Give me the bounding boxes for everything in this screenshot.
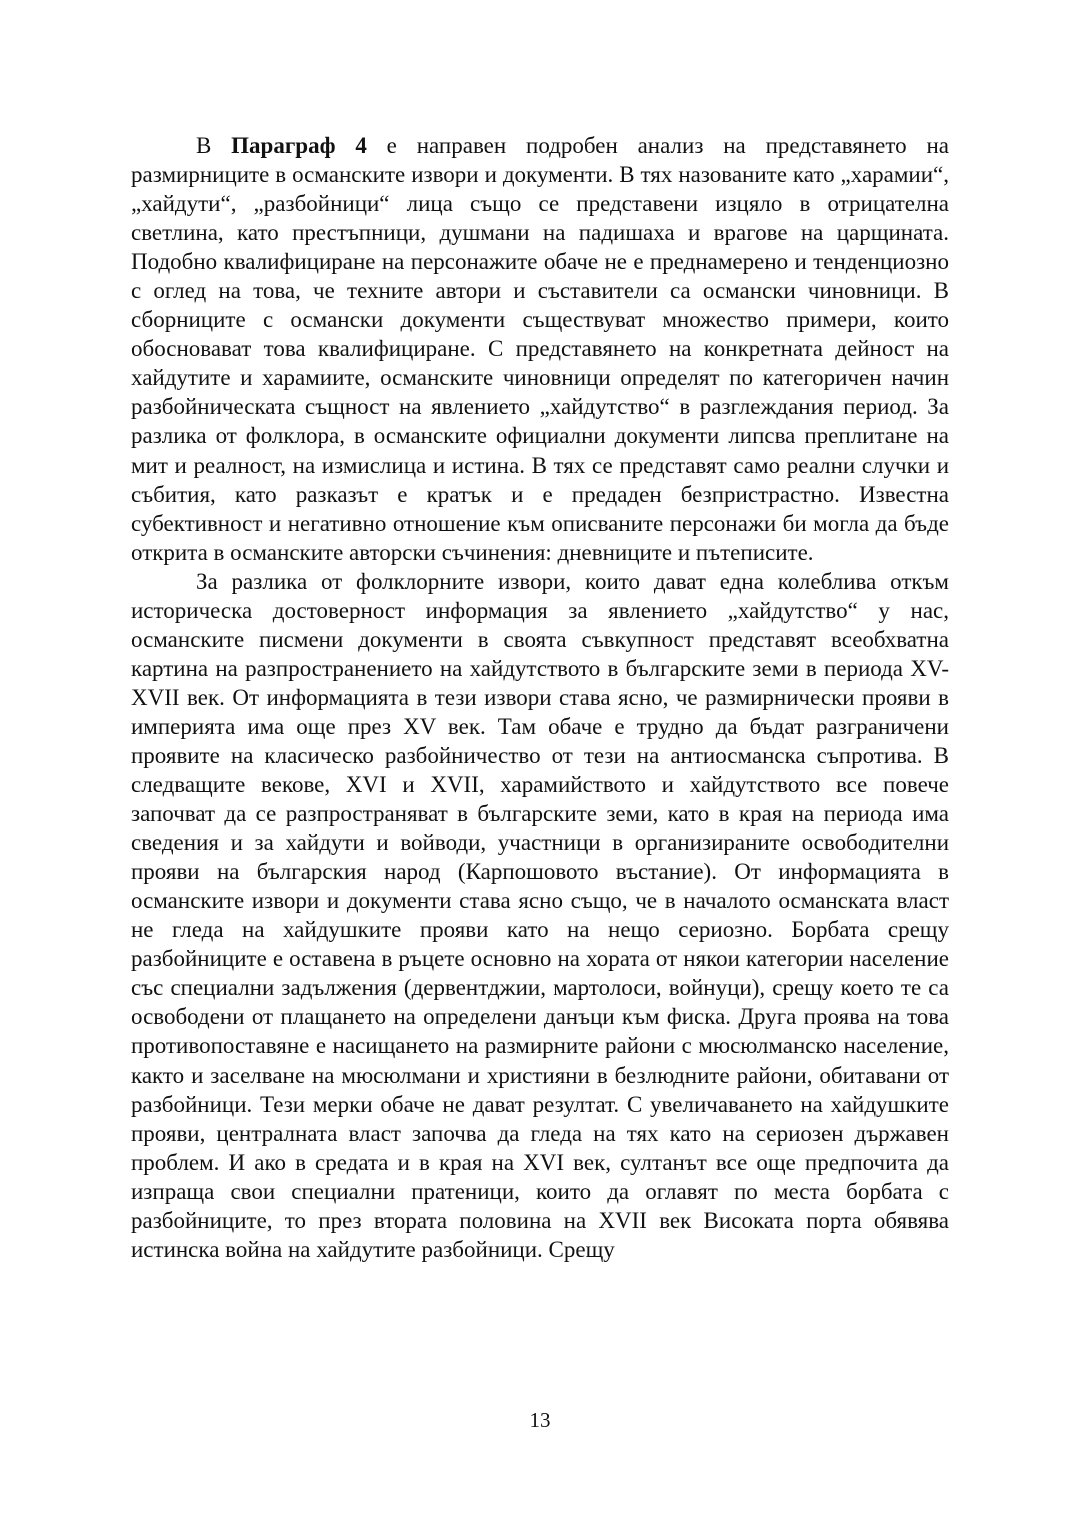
paragraph-2-text: За разлика от фолклорните извори, които дават една колеблива откъм историческа достоверност информация за явлението „хайдутство“ у нас, османските писмени документи в своята съвкупност представят всеобхватна картина на разпространението на хайдутството в българските земи в периода XV-XVII век. От информацията в тези извори става ясно, че размирнически прояви в империята има още през XV век. Там обаче е трудно да бъдат разграничени проявите на класическо разбойничество от тези на антиосманска съпротива. В следващите векове, XVI и XVII, харамийството и хайдутството все повече започват да се разпространяват в българските земи, като в края на периода има сведения и за хайдути и войводи, участници в организираните освободителни прояви на българския народ (Карпошовото въстание). От информацията в османските извори и документи става ясно също, че в началото османската власт не гледа на хайдушките прояви като на нещо сериозно. Борбата срещу разбойниците е оставена в ръцете основно на хората от някои категории население със специални задължения (дервентджии, мартолоси, войнуци), срещу което те са освободени от плащането на определени данъци към фиска. Друга проява на това противопоставяне е насищането на размирните райони с мюсюлманско население, както и заселване на мюсюлмани и християни в безлюдните райони, обитавани от разбойници. Тези мерки обаче не дават резултат. С увеличаването на хайдушките прояви, централната власт започва да гледа на тях като на сериозен държавен проблем. И ако в средата и в края на XVI век, султанът все още предпочита да изпраща свои специални пратеници, които да оглавят по места борбата с разбойниците, то през втората половина на XVII век Високата порта обявява истинска война на хайдутите разбойници. Срещу (131, 568, 949, 1262)
page-number: 13 (529, 1408, 551, 1432)
document-page (131, 131, 949, 1264)
paragraph-1-bold-term: Параграф 4 (231, 133, 367, 158)
paragraph-2 (131, 567, 949, 1264)
paragraph-1-text: е направен подробен анализ на представянето на размирниците в османските извори и документи. В тях назованите като „харамии“, „хайдути“, „разбойници“ лица също се представени изцяло в отрицателна светлина, като престъпници, душмани на падишаха и врагове на царщината. Подобно квалифициране на персонажите обаче не е преднамерено и тенденциозно с оглед на това, че техните автори и съставители са османски чиновници. В сборниците с османски документи съществуват множество примери, които обосновават това квалифициране. С представянето на конкретната дейност на хайдутите и харамиите, османските чиновници определят по категоричен начин разбойническата същност на явлението „хайдутство“ в разглеждания период. За разлика от фолклора, в османските официални документи липсва преплитане на мит и реалност, на измислица и истина. В тях се представят само реални случки и събития, като разказът е кратък и е предаден безпристрастно. Известна субективност и негативно отношение към описваните персонажи би могла да бъде открита в османските авторски съчинения: дневниците и пътеписите. (131, 133, 949, 565)
paragraph-1-lead: В (196, 133, 232, 158)
paragraph-1 (131, 131, 949, 567)
